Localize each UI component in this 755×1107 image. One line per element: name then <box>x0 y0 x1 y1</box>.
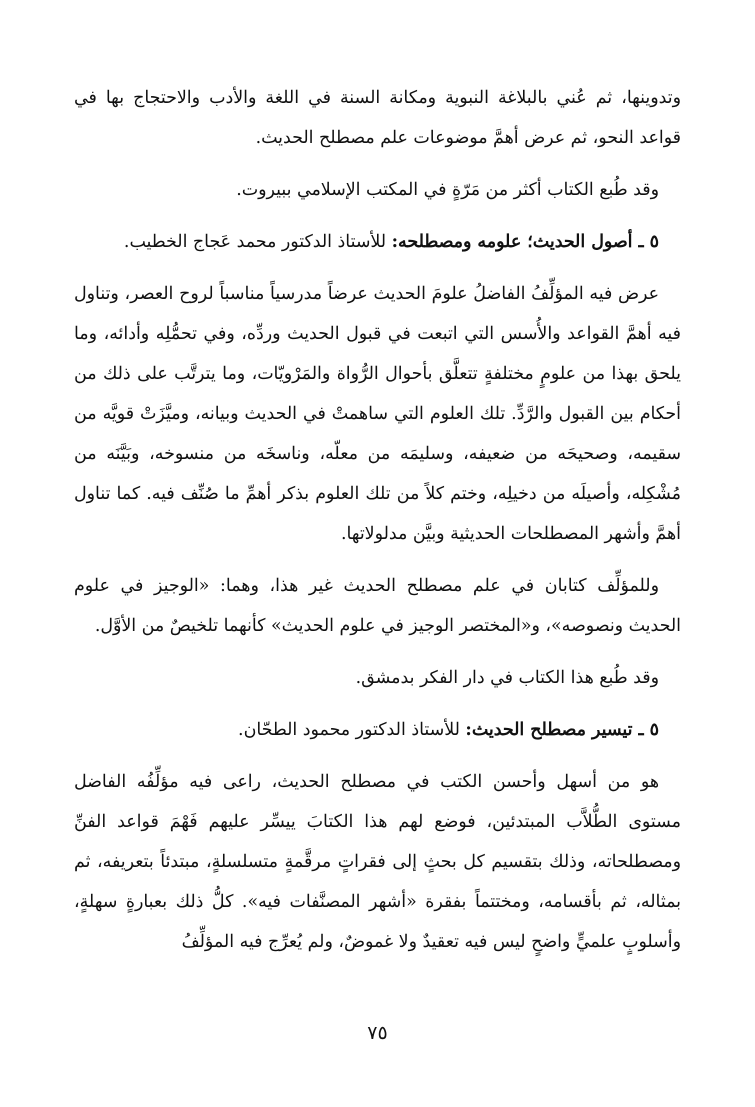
paragraph-6 <box>74 658 681 698</box>
paragraph-4 <box>74 274 681 554</box>
paragraph-1 <box>74 78 681 158</box>
paragraph-6-text: وقد طُبع هذا الكتاب في دار الفكر بدمشق. <box>355 668 659 688</box>
section-author-taysir: للأستاذ الدكتور محمود الطحّان. <box>238 720 466 740</box>
section-author-usul-al-hadith: للأستاذ الدكتور محمد عَجاج الخطيب. <box>123 232 392 252</box>
paragraph-2 <box>74 170 681 210</box>
paragraph-4-text: عرض فيه المؤلِّفُ الفاضلُ علومَ الحديث عرضاً مدرسياً مناسباً لروح العصر، وتناول فيه أهمَّ القواعد والأُسس التي اتبعت في قبول الحديث وردِّه، وفي تحمُّلِه وأدائه، وما يلحق بهذا من علومٍ مختلفةٍ تتعلَّق بأحوال الرُّواة والمَرْويّات، وما يترتَّب على ذلك من أحكام بين القبول والرَّدِّ. تلك العلوم التي ساهمتْ في الحديث وبيانه، وميَّزَتْ قويَّه من سقيمه، وصحيحَه من ضعيفه، وسليمَه من معلّه، وناسخَه من منسوخه، وبَيَّنَه من مُشْكِله، وأصيلَه من دخيلِه، وختم كلاً من تلك العلوم بذكر أهمِّ ما صُنِّف فيه. كما تناول أهمَّ وأشهر المصطلحات الحديثية وبيَّن مدلولاتها. <box>74 284 681 544</box>
paragraph-2-text: وقد طُبع الكتاب أكثر من مَرّةٍ في المكتب الإسلامي ببيروت. <box>236 180 659 200</box>
paragraph-8 <box>74 762 681 962</box>
paragraph-5-text: وللمؤلِّف كتابان في علم مصطلح الحديث غير هذا، وهما: «الوجيز في علوم الحديث ونصوصه»، و«المختصر الوجيز في علوم الحديث» كأنهما تلخيصٌ من الأوَّل. <box>74 576 681 636</box>
section-heading-taysir: ٥ ـ تيسير مصطلح الحديث: <box>465 720 659 740</box>
section-heading-usul-al-hadith: ٥ ـ أصول الحديث؛ علومه ومصطلحه: <box>391 232 659 252</box>
paragraph-8-text: هو من أسهل وأحسن الكتب في مصطلح الحديث، راعى فيه مؤلِّفُه الفاضل مستوى الطُّلاَّب المبتدئين، فوضع لهم هذا الكتابَ ييسِّر عليهم فَهْمَ قواعد الفنِّ ومصطلحاته، وذلك بتقسيم كل بحثٍ إلى فقراتٍ مرقَّمةٍ متسلسلةٍ، مبتدئاً بتعريفه، ثم بمثاله، ثم بأقسامه، ومختتماً بفقرة «أشهر المصنَّفات فيه». كلُّ ذلك بعبارةٍ سهلةٍ، وأسلوبٍ علميٍّ واضحٍ ليس فيه تعقيدٌ ولا غموضٌ، ولم يُعرِّج فيه المؤلِّفُ <box>74 772 681 952</box>
paragraph-1-text: وتدوينها، ثم عُني بالبلاغة النبوية ومكانة السنة في اللغة والأدب والاحتجاج بها في قواعد النحو، ثم عرض أهمَّ موضوعات علم مصطلح الحديث. <box>74 88 681 148</box>
section-entry-usul-al-hadith <box>74 222 681 262</box>
paragraph-5 <box>74 566 681 646</box>
page-number: ٧٥ <box>367 1022 388 1044</box>
section-entry-taysir <box>74 710 681 750</box>
